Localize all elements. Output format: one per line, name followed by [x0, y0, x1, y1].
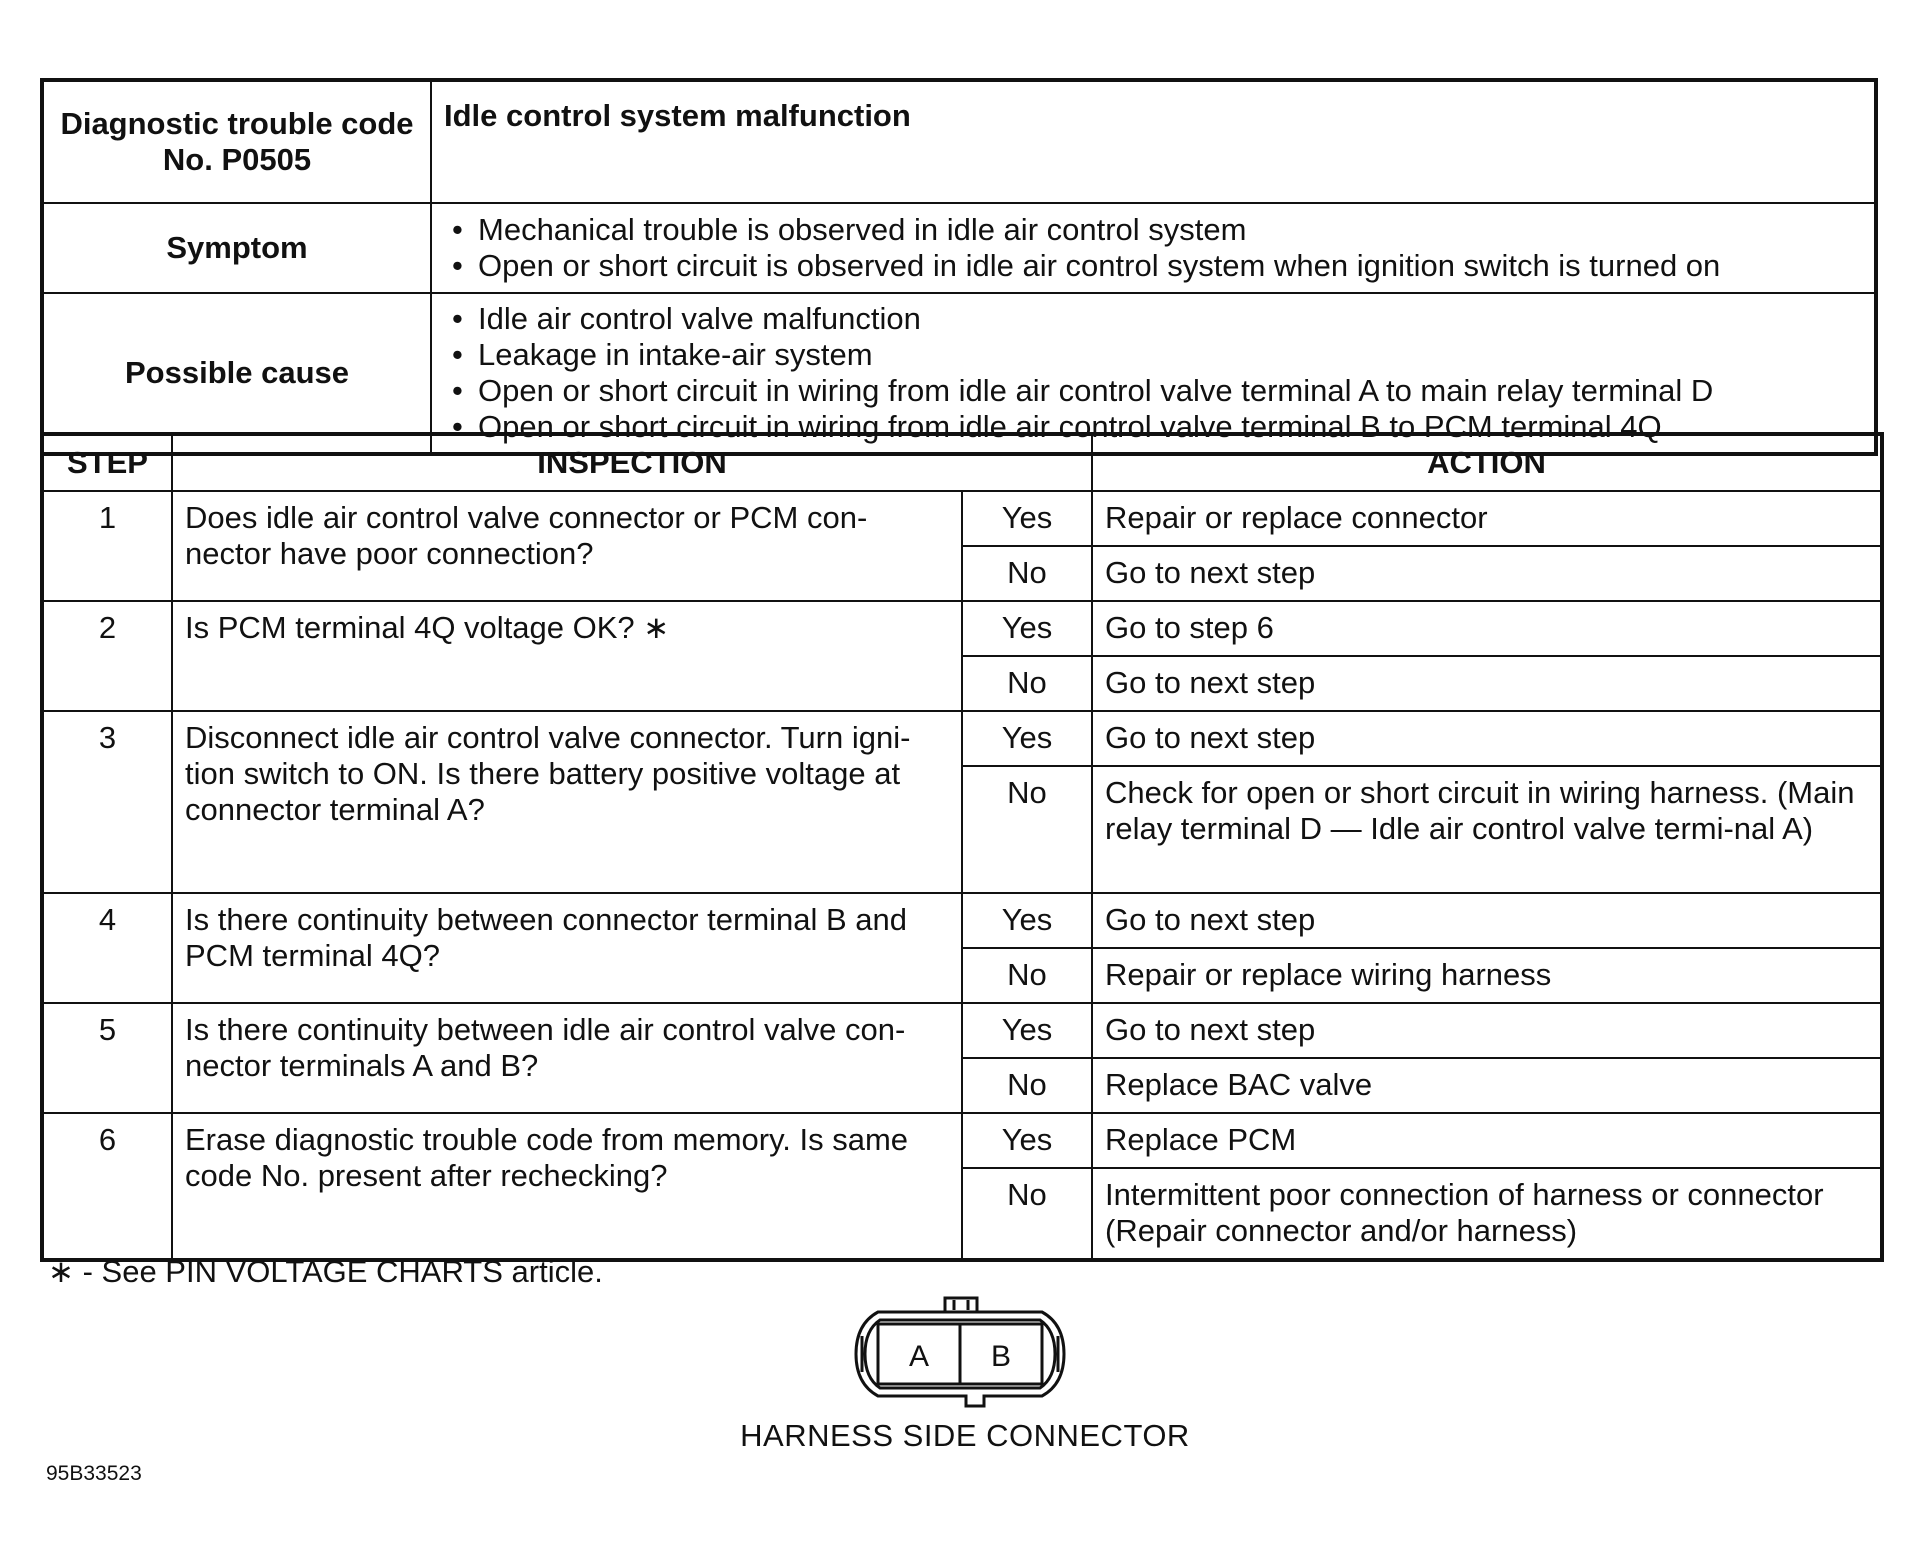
yes-action: Replace PCM [1092, 1113, 1882, 1168]
table-header-row [42, 434, 1882, 491]
step-number: 4 [42, 893, 172, 1003]
column-header-inspection: INSPECTION [172, 434, 1092, 491]
dtc-row [42, 80, 1876, 203]
step-row-yes [42, 1113, 1882, 1168]
yes-label: Yes [962, 711, 1092, 766]
possible-cause-list [444, 301, 1873, 445]
dtc-label: Diagnostic trouble code No. P0505 [42, 80, 431, 203]
no-action: Repair or replace wiring harness [1092, 948, 1882, 1003]
yes-label: Yes [962, 1003, 1092, 1058]
yes-action: Go to step 6 [1092, 601, 1882, 656]
pin-voltage-footnote: ∗ - See PIN VOLTAGE CHARTS article. [48, 1254, 603, 1289]
step-row-yes [42, 601, 1882, 656]
no-label: No [962, 656, 1092, 711]
step-number: 1 [42, 491, 172, 601]
no-label: No [962, 1058, 1092, 1113]
yes-action: Go to next step [1092, 1003, 1882, 1058]
step-inspection: Does idle air control valve connector or PCM con-nector have poor connection? [172, 491, 962, 601]
no-label: No [962, 1168, 1092, 1260]
symptom-item: • Open or short circuit is observed in idle air control system when ignition switch is turned on [448, 248, 1873, 284]
no-label: No [962, 948, 1092, 1003]
yes-label: Yes [962, 893, 1092, 948]
cause-item: • Leakage in intake-air system [448, 337, 1873, 373]
figure-code: 95B33523 [46, 1462, 142, 1485]
no-action: Intermittent poor connection of harness or connector (Repair connector and/or harness) [1092, 1168, 1882, 1260]
no-action: Check for open or short circuit in wiring harness. (Main relay terminal D — Idle air control valve termi-nal A) [1092, 766, 1882, 893]
step-row-yes [42, 893, 1882, 948]
connector-lock-tab [945, 1298, 977, 1312]
column-header-action: ACTION [1092, 434, 1882, 491]
harness-connector-diagram [850, 1294, 1080, 1414]
yes-action: Repair or replace connector [1092, 491, 1882, 546]
no-label: No [962, 766, 1092, 893]
possible-cause-list-cell [431, 293, 1876, 454]
no-action: Replace BAC valve [1092, 1058, 1882, 1113]
symptom-label: Symptom [42, 203, 431, 293]
step-number: 6 [42, 1113, 172, 1260]
step-inspection: Is there continuity between idle air control valve con-nector terminals A and B? [172, 1003, 962, 1113]
step-number: 2 [42, 601, 172, 711]
no-label: No [962, 546, 1092, 601]
possible-cause-label: Possible cause [42, 293, 431, 454]
symptom-item: • Mechanical trouble is observed in idle air control system [448, 212, 1873, 248]
terminal-a-label: A [908, 1340, 930, 1373]
yes-label: Yes [962, 601, 1092, 656]
inspection-steps-table [40, 432, 1884, 1262]
cause-item: • Idle air control valve malfunction [448, 301, 1873, 337]
yes-label: Yes [962, 491, 1092, 546]
yes-label: Yes [962, 1113, 1092, 1168]
column-header-step: STEP [42, 434, 172, 491]
step-number: 5 [42, 1003, 172, 1113]
step-row-yes [42, 491, 1882, 546]
step-row-yes [42, 711, 1882, 766]
step-inspection: Disconnect idle air control valve connector. Turn igni-tion switch to ON. Is there battery positive voltage at connector terminal A? [172, 711, 962, 893]
cause-item: • Open or short circuit in wiring from idle air control valve terminal B to PCM terminal 4Q [448, 409, 1873, 445]
symptom-row [42, 203, 1876, 293]
symptom-list [444, 212, 1873, 284]
step-row-yes [42, 1003, 1882, 1058]
step-inspection: Erase diagnostic trouble code from memory. Is same code No. present after rechecking? [172, 1113, 962, 1260]
dtc-title: Idle control system malfunction [431, 80, 1876, 203]
step-inspection: Is there continuity between connector terminal B and PCM terminal 4Q? [172, 893, 962, 1003]
yes-action: Go to next step [1092, 893, 1882, 948]
terminal-b-label: B [990, 1340, 1012, 1373]
yes-action: Go to next step [1092, 711, 1882, 766]
step-number: 3 [42, 711, 172, 893]
dtc-header-table [40, 78, 1878, 456]
no-action: Go to next step [1092, 656, 1882, 711]
possible-cause-row [42, 293, 1876, 454]
step-inspection: Is PCM terminal 4Q voltage OK? ∗ [172, 601, 962, 711]
cause-item: • Open or short circuit in wiring from idle air control valve terminal A to main relay terminal D [448, 373, 1873, 409]
connector-caption: HARNESS SIDE CONNECTOR [740, 1418, 1190, 1453]
no-action: Go to next step [1092, 546, 1882, 601]
symptom-list-cell [431, 203, 1876, 293]
